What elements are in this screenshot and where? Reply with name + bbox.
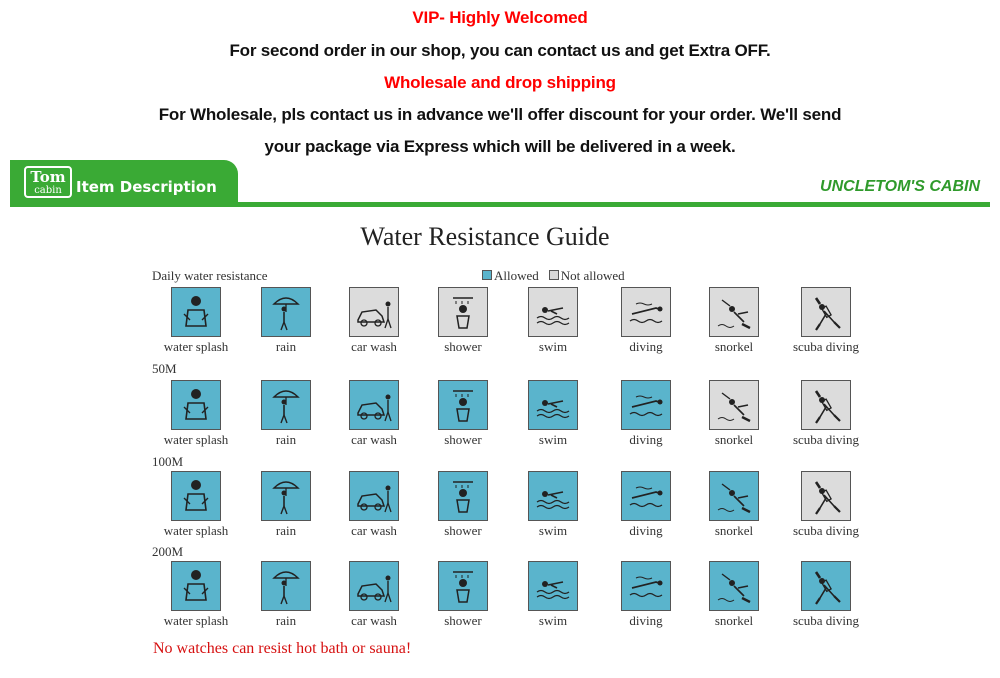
activity-caption: scuba diving <box>792 432 860 447</box>
activity-cell <box>151 471 241 539</box>
rain-icon <box>261 287 311 337</box>
activity-cell <box>781 287 871 355</box>
activity-cell <box>329 287 419 355</box>
activity-cell <box>241 287 331 355</box>
item-description-banner <box>10 160 990 208</box>
activity-cell <box>418 287 508 355</box>
guide-title: Water Resistance Guide <box>360 222 610 251</box>
activity-cell <box>508 287 598 355</box>
activity-caption: shower <box>444 339 482 354</box>
row-label: Daily water resistance <box>152 268 268 283</box>
activity-caption: car wash <box>351 432 397 447</box>
activity-caption: car wash <box>351 613 397 628</box>
swim-icon <box>528 561 578 611</box>
activity-cell <box>508 380 598 448</box>
rain-icon <box>261 380 311 430</box>
swim-icon <box>528 471 578 521</box>
wholesale-heading: Wholesale and drop shipping <box>384 73 616 92</box>
water-splash-icon <box>171 561 221 611</box>
activity-cell <box>151 287 241 355</box>
activity-caption: diving <box>629 432 663 447</box>
activity-cell <box>241 471 331 539</box>
snorkel-icon <box>709 471 759 521</box>
activity-caption: car wash <box>351 523 397 538</box>
activity-caption: diving <box>629 523 663 538</box>
shower-icon <box>438 471 488 521</box>
car-wash-icon <box>349 287 399 337</box>
row-label: 100M <box>152 454 184 469</box>
activity-cell <box>151 380 241 448</box>
sauna-warning: No watches can resist hot bath or sauna! <box>153 640 412 657</box>
activity-caption: snorkel <box>714 613 754 628</box>
allowed-swatch <box>482 270 492 280</box>
car-wash-icon <box>349 561 399 611</box>
activity-cell <box>689 561 779 629</box>
activity-caption: rain <box>275 523 297 538</box>
not-allowed-swatch <box>549 270 559 280</box>
vip-text: For second order in our shop, you can contact us and get Extra OFF. <box>229 41 771 60</box>
activity-cell <box>781 380 871 448</box>
tom-cabin-logo: Tom cabin <box>24 166 72 198</box>
activity-cell <box>689 380 779 448</box>
activity-cell <box>329 561 419 629</box>
activity-cell <box>151 561 241 629</box>
activity-caption: rain <box>275 339 297 354</box>
wholesale-text-line-2: your package via Express which will be delivered in a week. <box>264 137 736 156</box>
activity-caption: snorkel <box>714 523 754 538</box>
swim-icon <box>528 380 578 430</box>
scuba-diving-icon <box>801 287 851 337</box>
diving-icon <box>621 561 671 611</box>
water-splash-icon <box>171 380 221 430</box>
diving-icon <box>621 471 671 521</box>
activity-cell <box>508 471 598 539</box>
banner-tab <box>10 160 238 204</box>
legend-allowed-label: Allowed <box>494 268 539 283</box>
activity-cell <box>418 380 508 448</box>
activity-caption: water splash <box>163 432 229 447</box>
activity-caption: scuba diving <box>792 339 860 354</box>
activity-caption: swim <box>538 523 568 538</box>
brand-name: UNCLETOM'S CABIN <box>820 178 980 195</box>
legend-not-allowed-label: Not allowed <box>560 268 625 283</box>
scuba-diving-icon <box>801 561 851 611</box>
rain-icon <box>261 471 311 521</box>
activity-cell <box>329 471 419 539</box>
legend <box>482 268 625 284</box>
activity-caption: snorkel <box>714 432 754 447</box>
shower-icon <box>438 287 488 337</box>
shower-icon <box>438 561 488 611</box>
activity-cell <box>508 561 598 629</box>
snorkel-icon <box>709 380 759 430</box>
shower-icon <box>438 380 488 430</box>
activity-caption: swim <box>538 613 568 628</box>
activity-caption: water splash <box>163 339 229 354</box>
snorkel-icon <box>709 287 759 337</box>
diving-icon <box>621 287 671 337</box>
activity-cell <box>601 380 691 448</box>
wholesale-text-line-1: For Wholesale, pls contact us in advance we'll offer discount for your order. We'll send <box>158 105 842 124</box>
activity-caption: shower <box>444 613 482 628</box>
activity-caption: shower <box>444 523 482 538</box>
row-label: 50M <box>152 361 177 376</box>
legend-allowed <box>482 268 539 284</box>
activity-caption: swim <box>538 339 568 354</box>
activity-cell <box>601 287 691 355</box>
water-splash-icon <box>171 287 221 337</box>
activity-cell <box>418 561 508 629</box>
legend-not-allowed <box>549 268 625 284</box>
vip-heading: VIP- Highly Welcomed <box>412 8 588 27</box>
activity-cell <box>241 380 331 448</box>
swim-icon <box>528 287 578 337</box>
activity-cell <box>241 561 331 629</box>
activity-caption: water splash <box>163 613 229 628</box>
row-label: 200M <box>152 544 184 559</box>
activity-cell <box>781 471 871 539</box>
activity-caption: scuba diving <box>792 523 860 538</box>
activity-caption: shower <box>444 432 482 447</box>
activity-caption: diving <box>629 613 663 628</box>
activity-caption: swim <box>538 432 568 447</box>
activity-caption: car wash <box>351 339 397 354</box>
scuba-diving-icon <box>801 471 851 521</box>
rain-icon <box>261 561 311 611</box>
activity-cell <box>329 380 419 448</box>
activity-caption: water splash <box>163 523 229 538</box>
activity-cell <box>689 471 779 539</box>
activity-cell <box>601 561 691 629</box>
activity-cell <box>689 287 779 355</box>
diving-icon <box>621 380 671 430</box>
activity-caption: scuba diving <box>792 613 860 628</box>
snorkel-icon <box>709 561 759 611</box>
activity-cell <box>418 471 508 539</box>
activity-caption: diving <box>629 339 663 354</box>
car-wash-icon <box>349 380 399 430</box>
activity-cell <box>601 471 691 539</box>
car-wash-icon <box>349 471 399 521</box>
activity-caption: snorkel <box>714 339 754 354</box>
water-splash-icon <box>171 471 221 521</box>
activity-cell <box>781 561 871 629</box>
scuba-diving-icon <box>801 380 851 430</box>
activity-caption: rain <box>275 432 297 447</box>
activity-caption: rain <box>275 613 297 628</box>
banner-title: Item Description <box>76 178 217 196</box>
